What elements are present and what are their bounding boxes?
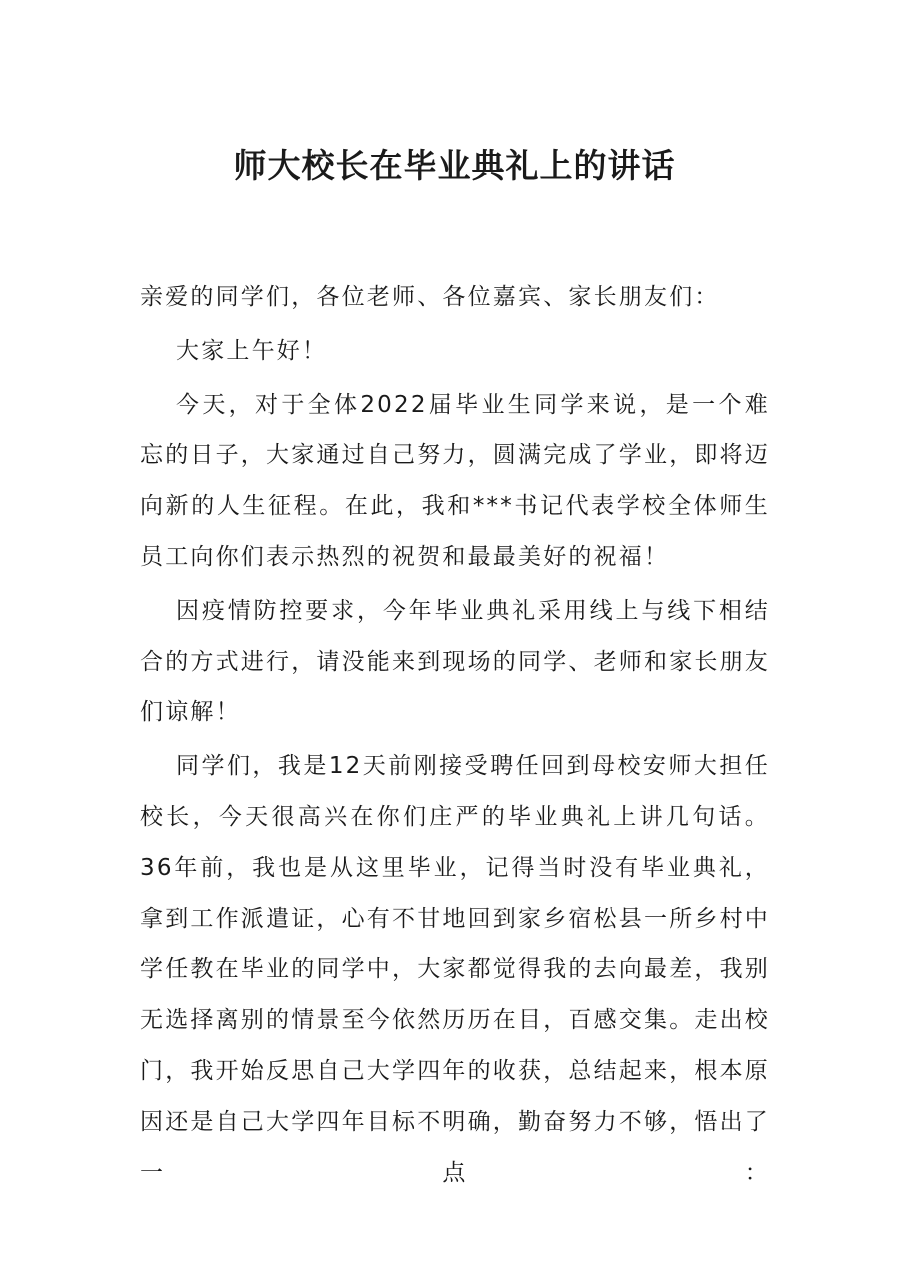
- document-title: 师大校长在毕业典礼上的讲话: [233, 146, 676, 185]
- paragraph-greeting: 大家上午好！: [176, 337, 328, 364]
- paragraph-personal-story: 同学们，我是12天前刚接受聘任回到母校安师大担任校长，今天很高兴在你们庄严的毕业典礼上讲几句话。36年前，我也是从这里毕业，记得当时没有毕业典礼，拿到工作派遣证，心有不甘地回到家乡宿松县一所乡村中学任教在毕业的同学中，大家都觉得我的去向最差，我别无选择离别的情景至今依然历历在目，百感交集。走出校门，我开始反思自己大学四年的收获，总结起来，根本原因还是自己大学四年目标不明确，勤奋努力不够，悟出了一点：: [140, 753, 770, 1186]
- document-body: [140, 272, 770, 1201]
- paragraph-pandemic-notice: 因疫情防控要求，今年毕业典礼采用线上与线下相结合的方式进行，请没能来到现场的同学、老师和家长朋友们谅解！: [140, 597, 770, 726]
- paragraph-congratulations: 今天，对于全体2022届毕业生同学来说，是一个难忘的日子，大家通过自己努力，圆满完成了学业，即将迈向新的人生征程。在此，我和***书记代表学校全体师生员工向你们表示热烈的祝贺和最最美好的祝福！: [140, 391, 770, 570]
- salutation: 亲爱的同学们，各位老师、各位嘉宾、家长朋友们：: [140, 284, 720, 310]
